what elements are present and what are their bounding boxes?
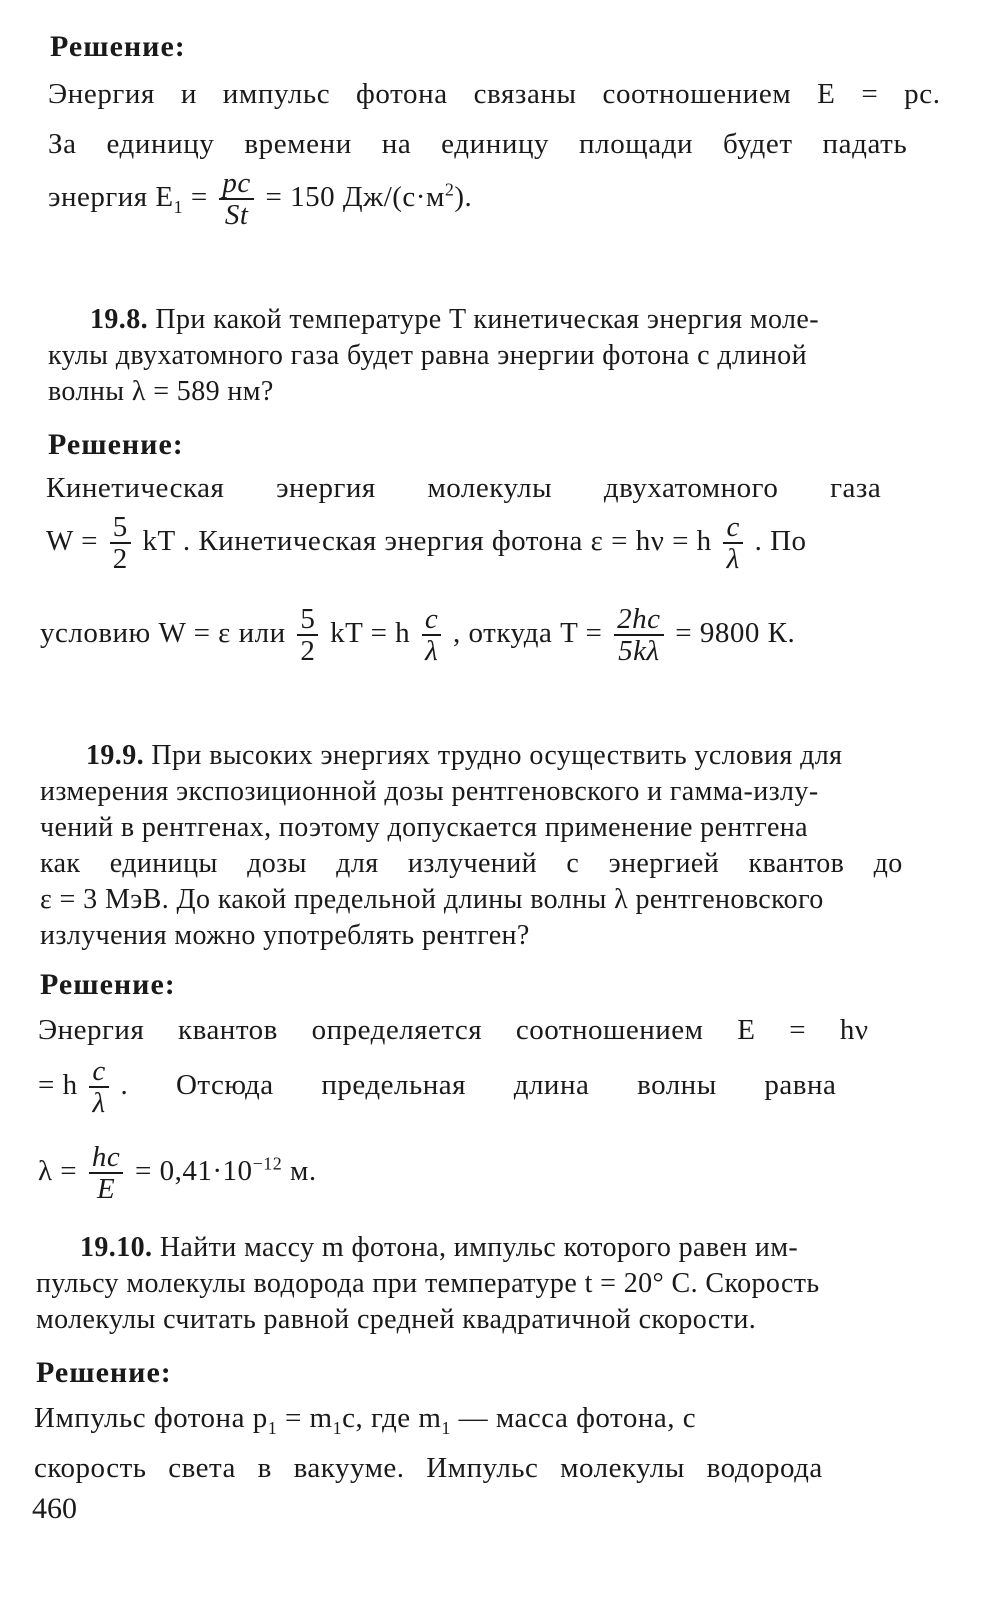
numerator: c xyxy=(424,603,439,635)
formula-text: энергия E xyxy=(48,181,174,214)
formula-text: = m xyxy=(277,1402,333,1434)
fraction xyxy=(723,512,742,575)
formula-subscript: 1 xyxy=(441,1417,451,1438)
formula-text: = h xyxy=(38,1069,78,1102)
solution-heading: Решение: xyxy=(50,30,186,63)
text-line: Найти массу m фотона, импульс которого равен им- xyxy=(159,1232,799,1263)
problem-number: 19.9. xyxy=(86,740,144,771)
text-line: При высоких энергиях трудно осуществить условия для xyxy=(151,740,843,771)
text-line: как единицы дозы для излучений с энергией квантов до xyxy=(40,848,903,879)
problem-line xyxy=(80,1232,798,1264)
formula-line xyxy=(48,168,472,231)
text-line: Кинетическая энергия молекулы двухатомного газа xyxy=(46,472,882,504)
formula-line xyxy=(34,1402,696,1439)
formula-text: . Отсюда предельная длина волны равна xyxy=(120,1069,837,1102)
formula-text: = xyxy=(183,181,216,214)
denominator: 5kλ xyxy=(614,634,663,666)
text-line: Энергия и импульс фотона связаны соотношением E = pc. xyxy=(48,78,941,110)
fraction xyxy=(614,604,663,667)
text-line: волны λ = 589 нм? xyxy=(48,376,274,407)
formula-text: = 0,41·10 xyxy=(135,1155,253,1188)
text-line: скорость света в вакууме. Импульс молекулы водорода xyxy=(34,1452,823,1484)
text-line: За единицу времени на единицу площади будет падать xyxy=(48,128,908,160)
text-line: измерения экспозиционной дозы рентгеновского и гамма-излу- xyxy=(40,776,819,807)
formula-line xyxy=(46,512,807,575)
text-line: чений в рентгенах, поэтому допускается применение рентгена xyxy=(40,812,808,843)
formula-line xyxy=(38,1056,836,1119)
solution-heading: Решение: xyxy=(36,1356,172,1389)
denominator: St xyxy=(219,198,253,230)
text-line: кулы двухатомного газа будет равна энергии фотона с длиной xyxy=(48,340,807,371)
solution-heading: Решение: xyxy=(48,428,184,461)
formula-text: , откуда T = xyxy=(453,617,611,650)
fraction xyxy=(297,604,318,667)
solution-heading: Решение: xyxy=(40,968,176,1001)
text-line: излучения можно употреблять рентген? xyxy=(40,920,530,951)
formula-text: условию W = ε или xyxy=(40,617,294,650)
numerator: 2hc xyxy=(617,603,661,635)
formula-subscript: 1 xyxy=(332,1417,343,1438)
formula-line xyxy=(38,1142,317,1205)
denominator: 2 xyxy=(297,634,318,666)
formula-text: kT . Кинетическая энергия фотона ε = hν = h xyxy=(142,525,712,558)
denominator: λ xyxy=(422,634,441,666)
text-line: При какой температуре T кинетическая энергия моле- xyxy=(155,304,819,335)
denominator: λ xyxy=(723,542,742,574)
numerator: hc xyxy=(91,1141,121,1173)
formula-superscript: −12 xyxy=(252,1153,283,1174)
numerator: 5 xyxy=(112,511,128,543)
denominator: 2 xyxy=(110,542,131,574)
fraction xyxy=(89,1056,108,1119)
text-line: пульсу молекулы водорода при температуре t = 20° С. Скорость xyxy=(36,1268,820,1299)
numerator: c xyxy=(92,1055,106,1087)
fraction xyxy=(110,512,131,575)
formula-text: Импульс фотона p xyxy=(34,1402,268,1434)
denominator: E xyxy=(89,1172,123,1204)
formula-subscript: 1 xyxy=(173,196,184,217)
numerator: c xyxy=(726,511,740,543)
formula-line xyxy=(40,604,795,667)
problem-number: 19.8. xyxy=(90,304,148,335)
numerator: pc xyxy=(222,167,251,199)
problem-number: 19.10. xyxy=(80,1232,153,1263)
fraction xyxy=(422,604,441,667)
numerator: 5 xyxy=(300,603,316,635)
formula-text: c, где m xyxy=(342,1402,442,1434)
text-line: Энергия квантов определяется соотношением E = hν xyxy=(38,1014,869,1046)
text-line: ε = 3 МэВ. До какой предельной длины волны λ рентгеновского xyxy=(40,884,824,915)
formula-superscript: 2 xyxy=(444,179,455,200)
formula-text: λ = xyxy=(38,1155,85,1188)
formula-text: = 9800 К. xyxy=(675,617,796,650)
denominator: λ xyxy=(89,1086,108,1118)
problem-line xyxy=(86,740,842,772)
formula-text: . По xyxy=(754,525,807,558)
fraction xyxy=(219,168,253,231)
formula-text: = 150 Дж/(с·м xyxy=(265,181,445,214)
problem-line xyxy=(90,304,819,336)
formula-text: W = xyxy=(46,525,106,558)
text-line: молекулы считать равной средней квадратичной скорости. xyxy=(36,1304,757,1335)
formula-text: м. xyxy=(282,1155,317,1188)
formula-subscript: 1 xyxy=(267,1417,278,1438)
formula-text: — масса фотона, c xyxy=(450,1402,697,1434)
formula-text: ). xyxy=(454,181,473,214)
page-number: 460 xyxy=(32,1492,77,1525)
formula-text: kT = h xyxy=(330,617,411,650)
fraction xyxy=(89,1142,123,1205)
